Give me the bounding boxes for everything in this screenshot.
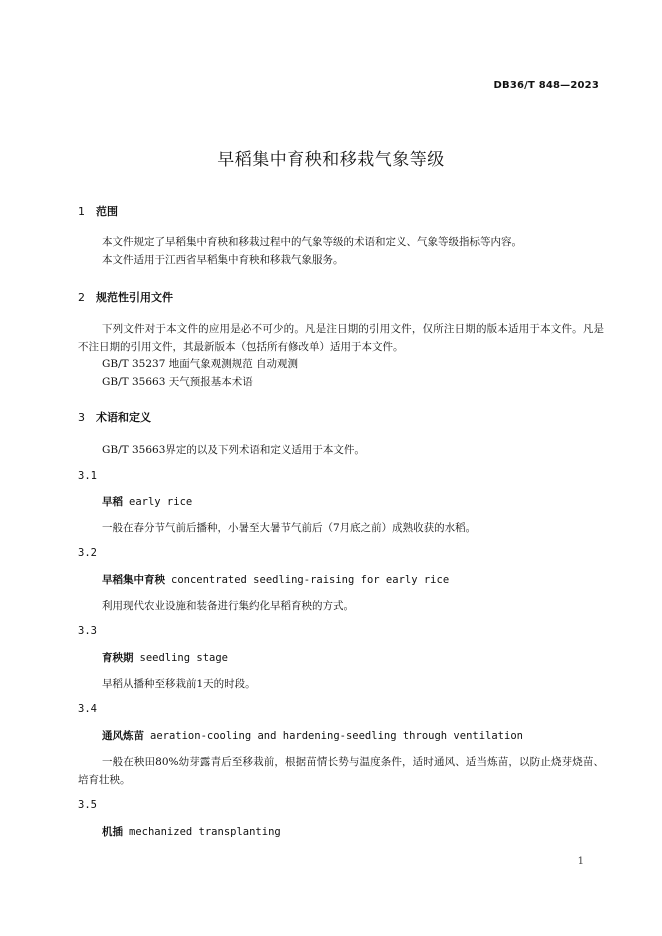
- term-en: concentrated seedling-raising for early rice: [171, 574, 450, 586]
- section-title: 术语和定义: [96, 411, 151, 424]
- term-definition: 一般在春分节气前后播种，小暑至大暑节气前后（7月底之前）成熟收获的水稻。: [102, 522, 477, 534]
- term-zh: 早稻集中育秧: [102, 574, 165, 586]
- references-paragraph: 下列文件对于本文件的应用是必不可少的。凡是注日期的引用文件，仅所注日期的版本适用于本文件。凡是不注日期的引用文件，其最新版本（包括所有修改单）适用于本文件。: [78, 323, 604, 353]
- page-number: 1: [577, 856, 584, 867]
- term-heading: [102, 728, 523, 743]
- clause-number: 3.1: [78, 470, 97, 482]
- term-en: mechanized transplanting: [129, 826, 281, 838]
- clause-number: 3.2: [78, 547, 97, 559]
- term-zh: 机插: [102, 826, 123, 838]
- section-title: 规范性引用文件: [96, 291, 173, 304]
- section-heading-normative-references: [78, 289, 173, 305]
- term-definition: 早稻从播种至移栽前1天的时段。: [102, 678, 256, 690]
- document-title: 早稻集中育秧和移栽气象等级: [217, 150, 445, 170]
- section-heading-terms-definitions: [78, 409, 151, 425]
- scope-paragraph-1: 本文件规定了早稻集中育秧和移栽过程中的气象等级的术语和定义、气象等级指标等内容。: [102, 236, 522, 248]
- clause-number: 3.3: [78, 625, 97, 637]
- term-definition: 一般在秧田80%幼芽露青后至移栽前，根据苗情长势与温度条件，适时通风、适当炼苗，以防止烧芽烧苗、培育壮秧。: [78, 756, 604, 786]
- clause-number: 3.5: [78, 799, 97, 811]
- reference-item: GB/T 35663 天气预报基本术语: [102, 376, 253, 388]
- term-en: early rice: [129, 496, 193, 508]
- term-heading: [102, 494, 192, 509]
- scope-paragraph-2: 本文件适用于江西省早稻集中育秧和移栽气象服务。: [102, 254, 344, 266]
- term-zh: 通风炼苗: [102, 730, 144, 742]
- section-heading-scope: [78, 203, 118, 219]
- term-en: aeration-cooling and hardening-seedling through ventilation: [150, 730, 523, 742]
- term-heading: [102, 650, 228, 665]
- section-title: 范围: [96, 205, 118, 218]
- terms-intro-paragraph: GB/T 35663界定的以及下列术语和定义适用于本文件。: [102, 444, 365, 456]
- standard-code: DB36/T 848—2023: [493, 80, 599, 91]
- term-definition: 利用现代农业设施和装备进行集约化早稻育秧的方式。: [102, 600, 354, 612]
- term-heading: [102, 824, 281, 839]
- section-number: 3: [78, 411, 85, 424]
- section-number: 1: [78, 205, 85, 218]
- section-number: 2: [78, 291, 85, 304]
- term-zh: 育秧期: [102, 652, 134, 664]
- reference-item: GB/T 35237 地面气象观测规范 自动观测: [102, 358, 299, 370]
- clause-number: 3.4: [78, 703, 97, 715]
- term-heading: [102, 572, 449, 587]
- term-zh: 早稻: [102, 496, 123, 508]
- term-en: seedling stage: [139, 652, 229, 664]
